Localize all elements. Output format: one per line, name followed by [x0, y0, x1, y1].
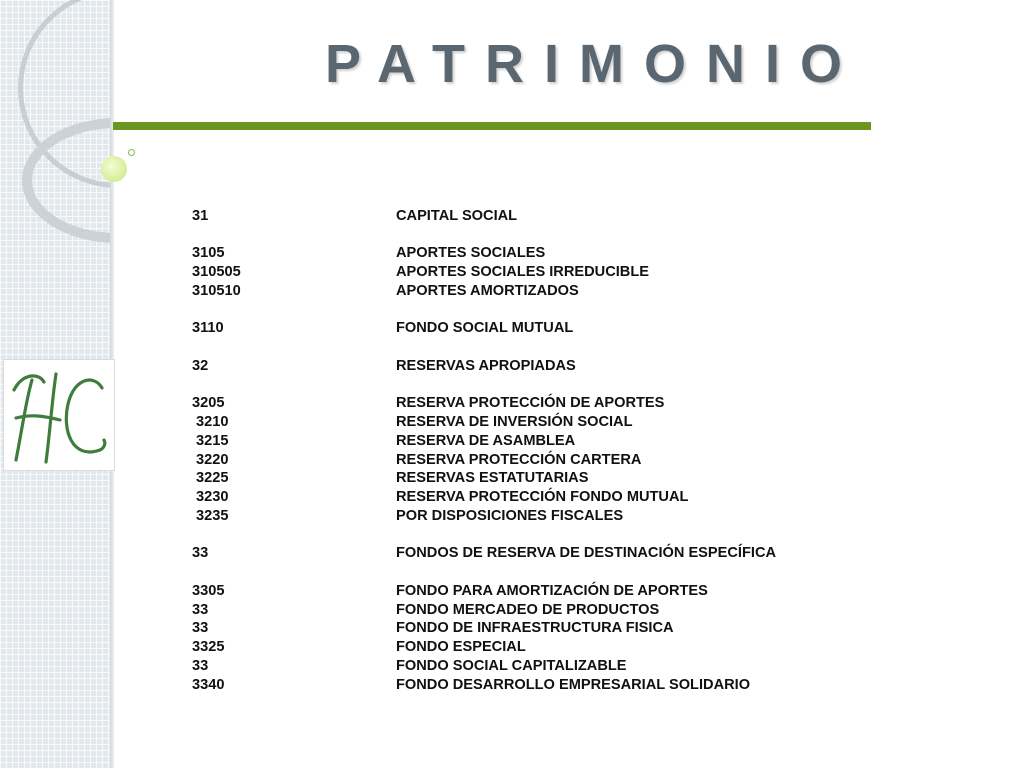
- account-row: [192, 544, 872, 563]
- account-name: POR DISPOSICIONES FISCALES: [396, 507, 624, 524]
- account-name: RESERVAS APROPIADAS: [396, 357, 576, 374]
- account-name: FONDO PARA AMORTIZACIÓN DE APORTES: [396, 582, 708, 599]
- account-code: 31: [192, 208, 209, 224]
- account-code: 3225: [192, 470, 229, 487]
- title-divider: [113, 122, 871, 130]
- account-name: FONDO DE INFRAESTRUCTURA FISICA: [396, 620, 674, 637]
- account-name: RESERVAS ESTATUTARIAS: [396, 470, 589, 487]
- account-code: 3110: [192, 320, 224, 337]
- account-row: [192, 207, 872, 226]
- account-code: 33: [192, 620, 209, 637]
- account-row: [192, 488, 872, 507]
- account-name: RESERVA DE INVERSIÓN SOCIAL: [396, 413, 633, 430]
- account-name: FONDO SOCIAL MUTUAL: [396, 320, 574, 337]
- account-row: [192, 507, 872, 526]
- account-code: 3340: [192, 676, 225, 693]
- account-name: FONDO MERCADEO DE PRODUCTOS: [396, 601, 660, 618]
- account-row: [192, 638, 872, 657]
- account-code: 3305: [192, 582, 225, 599]
- account-row: [192, 451, 872, 470]
- account-row: [192, 432, 872, 451]
- account-name: CAPITAL SOCIAL: [396, 208, 518, 224]
- account-row: [192, 413, 872, 432]
- account-row: [192, 676, 872, 695]
- hc-monogram-icon: [4, 360, 114, 470]
- account-name: RESERVA PROTECCIÓN CARTERA: [396, 451, 642, 468]
- account-code: 310510: [192, 282, 241, 299]
- account-name: FONDO SOCIAL CAPITALIZABLE: [396, 657, 627, 674]
- account-name: RESERVA PROTECCIÓN DE APORTES: [396, 395, 665, 412]
- logo: [3, 359, 115, 471]
- account-row: [192, 601, 872, 620]
- bullet-ring: [128, 149, 135, 156]
- account-row: [192, 357, 872, 376]
- account-code: 33: [192, 601, 209, 618]
- account-code: 3235: [192, 507, 229, 524]
- account-row: [192, 582, 872, 601]
- account-name: FONDOS DE RESERVA DE DESTINACIÓN ESPECÍFICA: [396, 545, 777, 562]
- account-code: 3205: [192, 395, 225, 412]
- account-name: RESERVA PROTECCIÓN FONDO MUTUAL: [396, 489, 689, 506]
- account-row: [192, 282, 872, 301]
- account-code: 32: [192, 357, 209, 374]
- account-name: FONDO DESARROLLO EMPRESARIAL SOLIDARIO: [396, 676, 751, 693]
- bullet-dot: [101, 156, 127, 182]
- account-row: [192, 657, 872, 676]
- account-code: 3105: [192, 245, 225, 262]
- account-name: RESERVA DE ASAMBLEA: [396, 432, 576, 449]
- account-code: 3215: [192, 432, 229, 449]
- account-name: APORTES SOCIALES IRREDUCIBLE: [396, 264, 649, 281]
- account-code: 3325: [192, 639, 225, 656]
- account-name: APORTES SOCIALES: [396, 245, 546, 262]
- account-name: FONDO ESPECIAL: [396, 639, 526, 656]
- account-row: [192, 619, 872, 638]
- account-row: [192, 394, 872, 413]
- account-code: 33: [192, 657, 209, 674]
- page-title: PATRIMONIO: [325, 34, 862, 94]
- account-row: [192, 469, 872, 488]
- account-code: 33: [192, 545, 209, 562]
- account-row: [192, 263, 872, 282]
- account-row: [192, 319, 872, 338]
- account-code: 3210: [192, 413, 229, 430]
- account-row: [192, 244, 872, 263]
- account-list: [192, 207, 872, 695]
- account-code: 3230: [192, 489, 229, 506]
- account-code: 3220: [192, 451, 229, 468]
- account-name: APORTES AMORTIZADOS: [396, 282, 579, 299]
- account-code: 310505: [192, 264, 241, 281]
